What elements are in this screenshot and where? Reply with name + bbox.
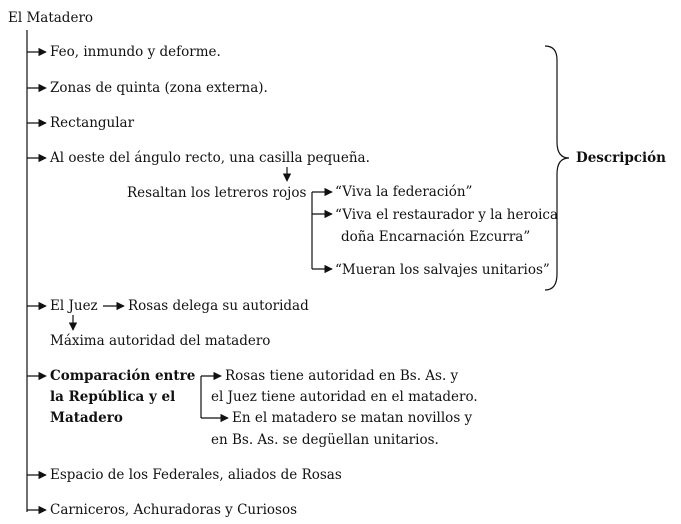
item-espacio-federales: Espacio de los Federales, aliados de Rosas [50, 467, 342, 483]
letrero-viva-restaurador: “Viva el restaurador y la heroica [335, 207, 558, 223]
comparacion-text-line-3: En el matadero se matan novillos y [232, 410, 473, 426]
descripcion-brace [545, 46, 569, 290]
juez-delega-text: Rosas delega su autoridad [128, 298, 309, 314]
comparacion-text-line-1: Rosas tiene autoridad en Bs. As. y [225, 368, 459, 384]
comparacion-label-line-1: Comparación entre [50, 368, 196, 384]
comparacion-text-line-2: el Juez tiene autoridad en el matadero. [211, 389, 478, 405]
diagram-title: El Matadero [8, 10, 94, 26]
letrero-viva-federacion: “Viva la federación” [335, 184, 473, 200]
letrero-dona-encarnacion: doña Encarnación Ezcurra” [341, 229, 531, 245]
descripcion-label: Descripción [576, 150, 666, 166]
item-zonas: Zonas de quinta (zona externa). [50, 80, 268, 96]
item-rectangular: Rectangular [50, 115, 135, 131]
comparacion-label-line-3: Matadero [50, 410, 123, 426]
juez-maxima-text: Máxima autoridad del matadero [50, 333, 271, 349]
comparacion-text-line-4: en Bs. As. se degüellan unitarios. [211, 432, 439, 448]
item-carniceros: Carniceros, Achuradoras y Curiosos [50, 502, 298, 518]
letrero-mueran: “Mueran los salvajes unitarios” [335, 262, 550, 278]
juez-label: El Juez [50, 298, 98, 314]
comparacion-label-line-2: la República y el [50, 389, 176, 405]
item-oeste: Al oeste del ángulo recto, una casilla pequeña. [50, 150, 370, 166]
item-feo: Feo, inmundo y deforme. [50, 44, 221, 60]
letreros-label: Resaltan los letreros rojos [127, 185, 307, 201]
